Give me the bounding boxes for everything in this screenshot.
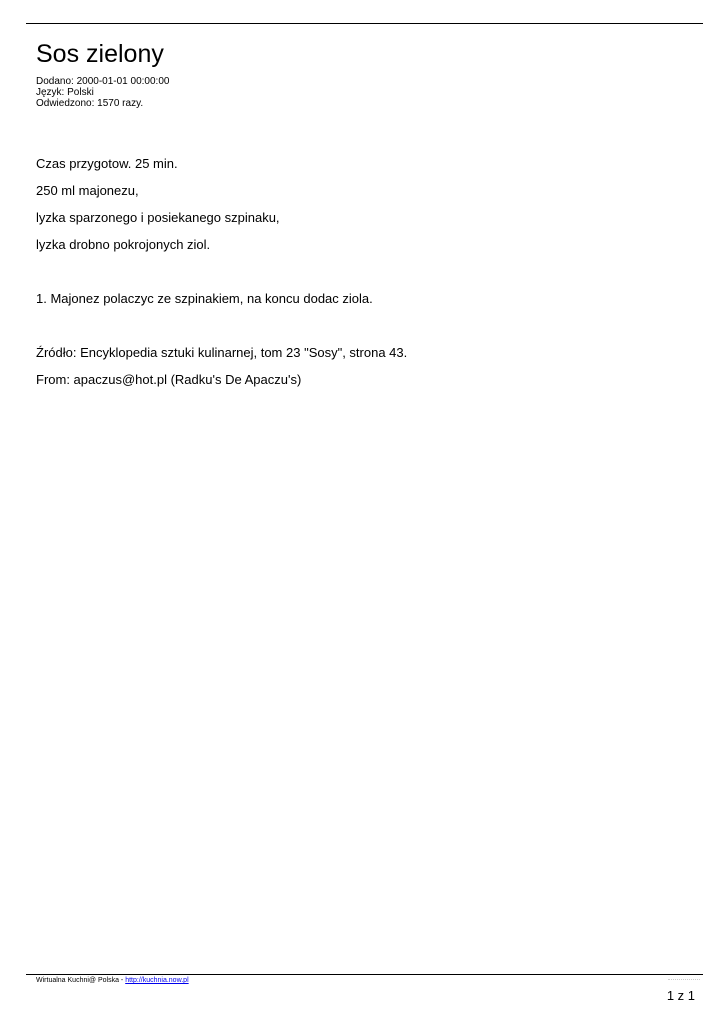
ingredient-item: lyzka sparzonego i posiekanego szpinaku,	[36, 210, 280, 225]
metadata-block	[36, 76, 169, 109]
footer-divider	[26, 974, 703, 975]
date-added: Dodano: 2000-01-01 00:00:00	[36, 76, 170, 87]
page-title: Sos zielony	[36, 40, 164, 68]
ingredient-item: 250 ml majonezu,	[36, 183, 139, 198]
footer-mark	[668, 979, 700, 980]
source-citation: Źródło: Encyklopedia sztuki kulinarnej, tom 23 "Sosy", strona 43.	[36, 345, 408, 360]
footer-site-text: Wirtualna Kuchni@ Polska -	[36, 977, 126, 984]
visit-count: Odwiedzono: 1570 razy.	[36, 98, 144, 109]
footer-site	[36, 976, 189, 985]
page-number: 1 z 1	[666, 988, 695, 1003]
language: Język: Polski	[36, 87, 94, 98]
instruction-step: 1. Majonez polaczyc ze szpinakiem, na koncu dodac ziola.	[36, 291, 373, 306]
ingredient-item: lyzka drobno pokrojonych ziol.	[36, 237, 211, 252]
author-contact: From: apaczus@hot.pl (Radku's De Apaczu's)	[36, 372, 302, 387]
footer-site-link[interactable]: http://kuchnia.now.pl	[125, 977, 189, 984]
top-divider	[26, 23, 703, 24]
prep-time: Czas przygotow. 25 min.	[36, 156, 178, 171]
